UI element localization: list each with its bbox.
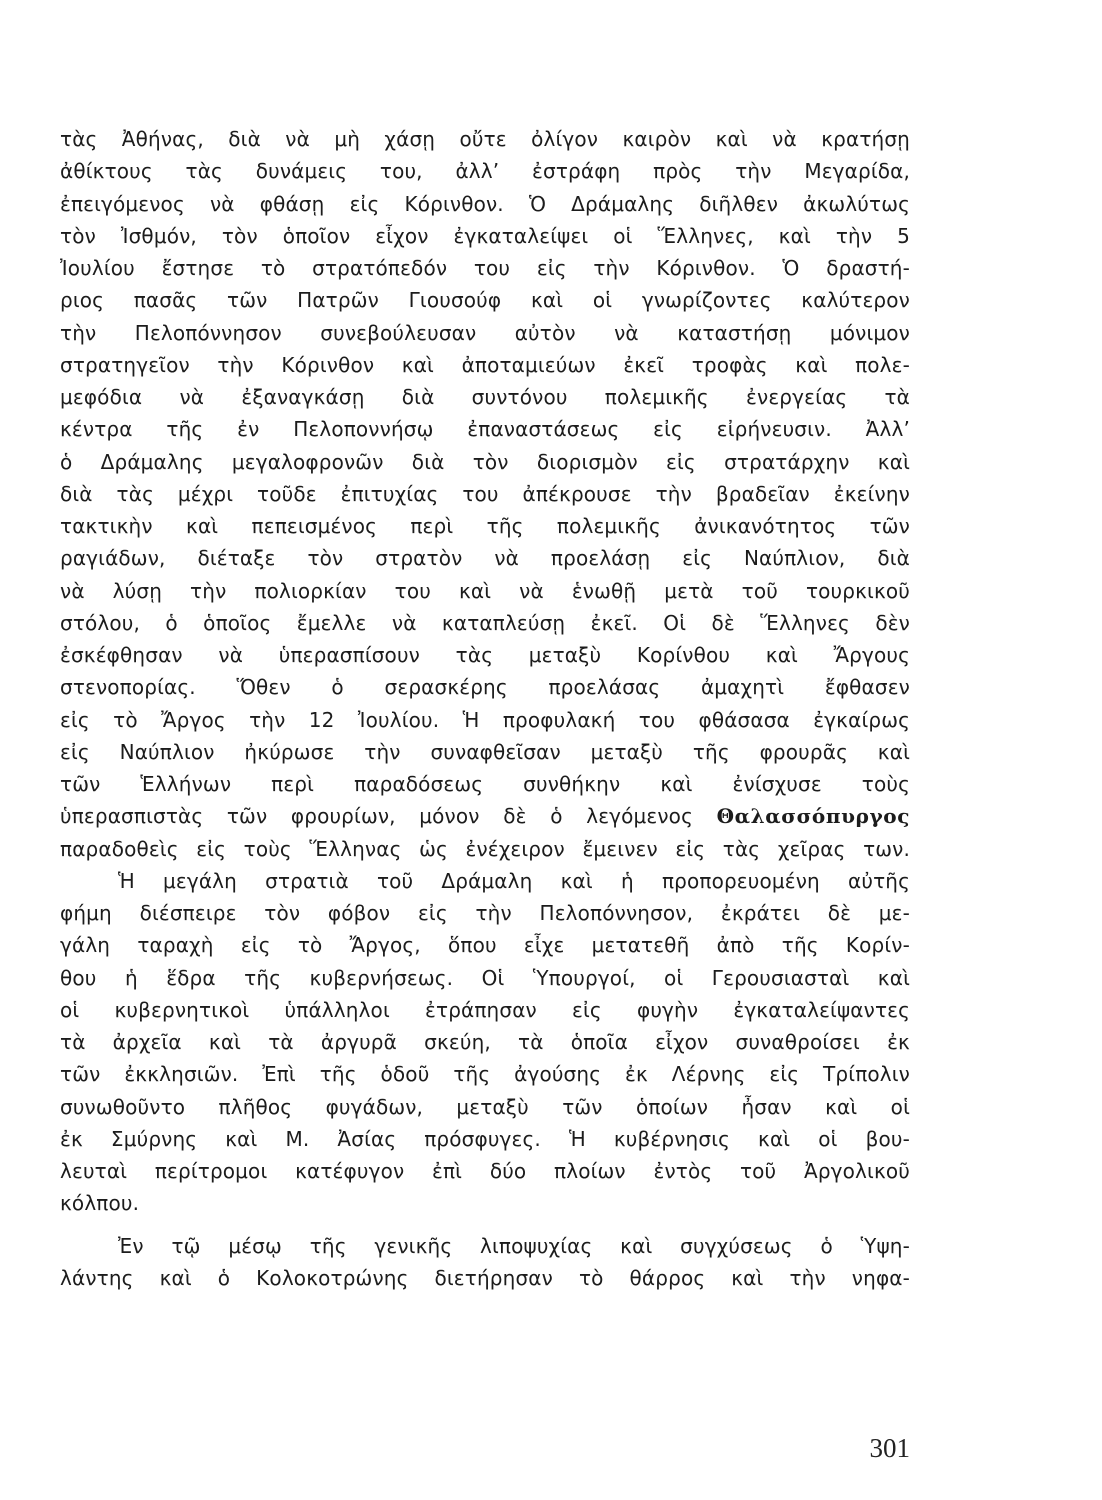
text-line: νὰ λύσῃ τὴν πολιορκίαν του καὶ νὰ ἑνωθῇ μετὰ τοῦ τουρκικοῦ (60, 578, 910, 603)
text-line: συνωθοῦντο πλῆθος φυγάδων, μεταξὺ τῶν ὁποίων ἦσαν καὶ οἱ (60, 1094, 910, 1119)
text-line: ἐπειγόμενος νὰ φθάσῃ εἰς Κόρινθον. Ὁ Δράμαλης διῆλθεν ἀκωλύτως (60, 191, 910, 216)
text-line: λάντης καὶ ὁ Κολοκοτρώνης διετήρησαν τὸ θάρρος καὶ τὴν νηφα- (60, 1265, 910, 1290)
text-line: ἐκ Σμύρνης καὶ Μ. Ἀσίας πρόσφυγες. Ἡ κυβέρνησις καὶ οἱ βου- (60, 1126, 910, 1151)
paragraph-3 (60, 1230, 910, 1295)
text-line: ραγιάδων, διέταξε τὸν στρατὸν νὰ προελάσῃ εἰς Ναύπλιον, διὰ (60, 546, 910, 571)
text-line: Ἐν τῷ μέσῳ τῆς γενικῆς λιποψυχίας καὶ συγχύσεως ὁ Ὑψη- (118, 1233, 910, 1258)
text-line: γάλη ταραχὴ εἰς τὸ Ἄργος, ὅπου εἶχε μετατεθῆ ἀπὸ τῆς Κορίν- (60, 933, 910, 958)
text-line: λευταὶ περίτρομοι κατέφυγον ἐπὶ δύο πλοίων ἐντὸς τοῦ Ἀργολικοῦ (60, 1159, 910, 1183)
text-line: ὁ Δράμαλης μεγαλοφρονῶν διὰ τὸν διορισμὸν εἰς στρατάρχην καὶ (60, 449, 910, 474)
text-line: στόλου, ὁ ὁποῖος ἔμελλε νὰ καταπλεύσῃ ἐκεῖ. Οἱ δὲ Ἕλληνες δὲν (60, 610, 910, 635)
text-line: τὸν Ἰσθμόν, τὸν ὁποῖον εἶχον ἐγκαταλείψει οἱ Ἕλληνες, καὶ τὴν 5 (60, 223, 910, 248)
text-line: τὰς Ἀθήνας, διὰ νὰ μὴ χάσῃ οὔτε ὀλίγον καιρὸν καὶ νὰ κρατήσῃ (60, 127, 910, 151)
text-line: κέντρα τῆς ἐν Πελοποννήσῳ ἐπαναστάσεως εἰς εἰρήνευσιν. Ἀλλ’ (60, 417, 910, 442)
text-line: Ἡ μεγάλη στρατιὰ τοῦ Δράμαλη καὶ ἡ προπορευομένη αὐτῆς (118, 868, 910, 893)
text-segment: ὑπερασπιστὰς τῶν φρουρίων, μόνον δὲ ὁ λεγόμενος (60, 804, 717, 829)
text-line: διὰ τὰς μέχρι τοῦδε ἐπιτυχίας του ἀπέκρουσε τὴν βραδεῖαν ἐκείνην (60, 481, 910, 506)
text-line: κόλπου. (60, 1191, 140, 1216)
text-line: τακτικὴν καὶ πεπεισμένος περὶ τῆς πολεμικῆς ἀνικανότητος τῶν (60, 514, 910, 538)
text-line: θου ἡ ἕδρα τῆς κυβερνήσεως. Οἱ Ὑπουργοί, οἱ Γερουσιασταὶ καὶ (60, 965, 910, 990)
text-line: τῶν Ἑλλήνων περὶ παραδόσεως συνθήκην καὶ ἐνίσχυσε τοὺς (60, 772, 910, 796)
text-line: παραδοθεὶς εἰς τοὺς Ἕλληνας ὡς ἐνέχειρον ἔμεινεν εἰς τὰς χεῖρας των. (60, 836, 910, 861)
text-line: τῶν ἐκκλησιῶν. Ἐπὶ τῆς ὁδοῦ τῆς ἀγούσης ἐκ Λέρνης εἰς Τρίπολιν (60, 1062, 910, 1087)
text-line: εἰς Ναύπλιον ἠκύρωσε τὴν συναφθεῖσαν μεταξὺ τῆς φρουρᾶς καὶ (60, 739, 910, 764)
text-line: εἰς τὸ Ἄργος τὴν 12 Ἰουλίου. Ἡ προφυλακή του φθάσασα ἐγκαίρως (60, 707, 910, 732)
text-line: ριος πασᾶς τῶν Πατρῶν Γιουσούφ καὶ οἱ γνωρίζοντες καλύτερον (60, 288, 910, 313)
body-text (60, 123, 910, 1294)
text-line: στενοπορίας. Ὅθεν ὁ σερασκέρης προελάσας ἀμαχητὶ ἔφθασεν (60, 675, 910, 700)
text-line: τὰ ἀρχεῖα καὶ τὰ ἀργυρᾶ σκεύη, τὰ ὁποῖα εἶχον συναθροίσει ἐκ (60, 1030, 910, 1054)
text-line: μεφόδια νὰ ἐξαναγκάσῃ διὰ συντόνου πολεμικῆς ἐνεργείας τὰ (60, 385, 910, 409)
page-number: 301 (869, 1433, 910, 1463)
paragraph-2 (60, 865, 910, 1220)
text-line: Ἰουλίου ἔστησε τὸ στρατόπεδόν του εἰς τὴν Κόρινθον. Ὁ δραστή- (60, 256, 910, 280)
text-line: ἐσκέφθησαν νὰ ὑπερασπίσουν τὰς μεταξὺ Κορίνθου καὶ Ἄργους (60, 643, 910, 667)
text-line: τὴν Πελοπόννησον συνεβούλευσαν αὐτὸν νὰ καταστήσῃ μόνιμον (60, 320, 910, 345)
text-line: οἱ κυβερνητικοὶ ὑπάλληλοι ἐτράπησαν εἰς φυγὴν ἐγκαταλείψαντες (60, 997, 910, 1022)
text-line: ἀθίκτους τὰς δυνάμεις του, ἀλλ’ ἐστράφη πρὸς τὴν Μεγαρίδα, (60, 159, 910, 184)
paragraph-1 (60, 123, 910, 865)
text-line: φήμη διέσπειρε τὸν φόβον εἰς τὴν Πελοπόννησον, ἐκράτει δὲ με- (60, 901, 910, 925)
text-line-with-bold-term (60, 800, 910, 832)
bold-term: Θαλασσόπυργος (716, 804, 910, 829)
text-line: στρατηγεῖον τὴν Κόρινθον καὶ ἀποταμιεύων ἐκεῖ τροφὰς καὶ πολε- (60, 352, 910, 377)
